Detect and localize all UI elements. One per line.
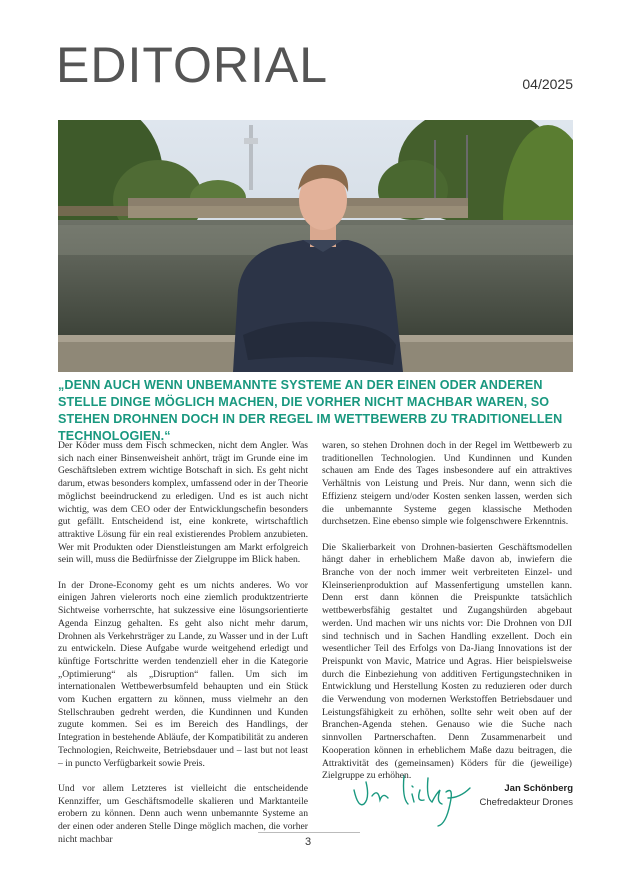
author-role: Chefredakteur Drones [479,797,573,808]
paragraph: In der Drone-Economy geht es um nichts anderes. Wo vor einigen Jahren vielerorts noch eine ziemlich produktzentrierte Sichtweise vorherrschte, hat sukzessive eine lösungsorientierte Agenda Einzug gehalten. Es geht also nicht mehr darum, Drohnen als Verkehrsträger zu Lande, zu Wasser und in der Luft zu entwickeln. Diese Aufgabe wurde weitgehend erledigt und künftige Fortschritte werden tendenziell eher in die Kategorie „Optimierung“ als „Disruption“ fallen. Um sich im internationalen Wettbewerbsumfeld behaupten und ein Stück vom Kuchen ergattern zu können, muss vielmehr an den Stellschrauben gedreht werden, die Kundinnen und Kunden zugute kommen. Sei es im Bereich des Handlings, der Integration in bestehende Abläufe, der Kompatibilität zu anderen Technologien, Reichweite, Betriebsdauer und – last but not least – in puncto Verfügbarkeit sowie Preis. [58,579,308,769]
pull-quote: „DENN AUCH WENN UNBEMANNTE SYSTEME AN DER EINEN ODER ANDEREN STELLE DINGE MÖGLICH MACHEN, DIE VORHER NICHT MACHBAR WAREN, SO STEHEN DROHNEN DOCH IN DER REGEL IM WETTBEWERB ZU TRADITIONELLEN TECHNOLOGIEN.“ [58,378,563,443]
page-title: EDITORIAL [56,37,329,93]
paragraph: Und vor allem Letzteres ist vielleicht die entscheidende Kennziffer, um Geschäftsmodelle skalieren und Marktanteile erobern zu können. Denn auch wenn unbemannte Systeme an der einen oder anderen Stelle Dinge möglich machen, die vorher nicht machbar [58,782,308,845]
paragraph: Der Köder muss dem Fisch schmecken, nicht dem Angler. Was sich nach einer Binsenweisheit anhört, trägt im Grunde eine im Geschäftsleben extrem wichtige Botschaft in sich. Es geht nicht darum, etwas besonders komplex, umfassend oder in der Theorie möglichst beeindruckend zu erledigen. Und es ist auch nicht wichtig, was dem CEO oder der Entwicklungschefin besonders gut gefällt. Entscheidend ist, eine konkrete, wirtschaftlich attraktive Lösung für ein real existierendes Problem anzubieten. Wer mit Produkten oder Dienstleistungen am Markt erfolgreich sein will, muss die Bedürfnisse der Zielgruppe im Blick haben. [58,440,308,566]
issue-number: 04/2025 [522,76,573,92]
editor-photo [58,120,573,372]
paragraph: waren, so stehen Drohnen doch in der Regel im Wettbewerb zu traditionellen Technologien. Und Kundinnen und Kunden schauen am Ende des Tages insbesondere auf ein attraktives Verhältnis von Leistung und Preis. Nur dann, wenn sich die Effizienz steigern und/oder Kosten senken lassen, werden sich die unbemannte Systeme gegen klassische Methoden durchsetzen. Eine ebenso simple wie folgenschwere Erkenntnis. [322,440,572,528]
author-signature [480,782,573,810]
footer-divider [258,832,360,833]
text-column-right [322,440,572,796]
page-number: 3 [304,836,312,848]
handwritten-signature [350,768,490,830]
author-name: Jan Schönberg [504,783,573,794]
paragraph: Die Skalierbarkeit von Drohnen-basierten Geschäftsmodellen hängt daher in erheblichem Maße davon ab, inwiefern die Branche von der noch immer weit verbreiteten Einzel- und Kleinserienproduktion auf Massenfertigung umstellen kann. Denn erst dann können die Preispunkte tatsächlich wettbewerbsfähig gestaltet und Zugangshürden abgebaut werden. Und machen wir uns nichts vor: Die Drohnen von DJI sind technisch und in Sachen Handling exzellent. Doch ein wesentlicher Teil des Erfolgs von Da-Jiang Innovations ist der Preispunkt von Mavic, Matrice und Agras. Hier beispielsweise durch die Einbeziehung von additiven Fertigungstechniken in Entwicklung und Herstellung Kosten zu reduzieren oder durch die Verwendung von modernen Werkstoffen Betriebsdauer und Leistungsfähigkeit zu erhöhen, sollte sehr weit oben auf der Branchen-Agenda stehen. Genauso wie die Suche nach sinnvollen Partnerschaften. Denn Zusammenarbeit und Kooperation können in erheblichem Maße dazu beitragen, die Attraktivität des (gemeinsamen) Köders für die (jeweilige) Zielgruppe zu erhöhen. [322,541,572,782]
text-column-left [58,440,308,859]
